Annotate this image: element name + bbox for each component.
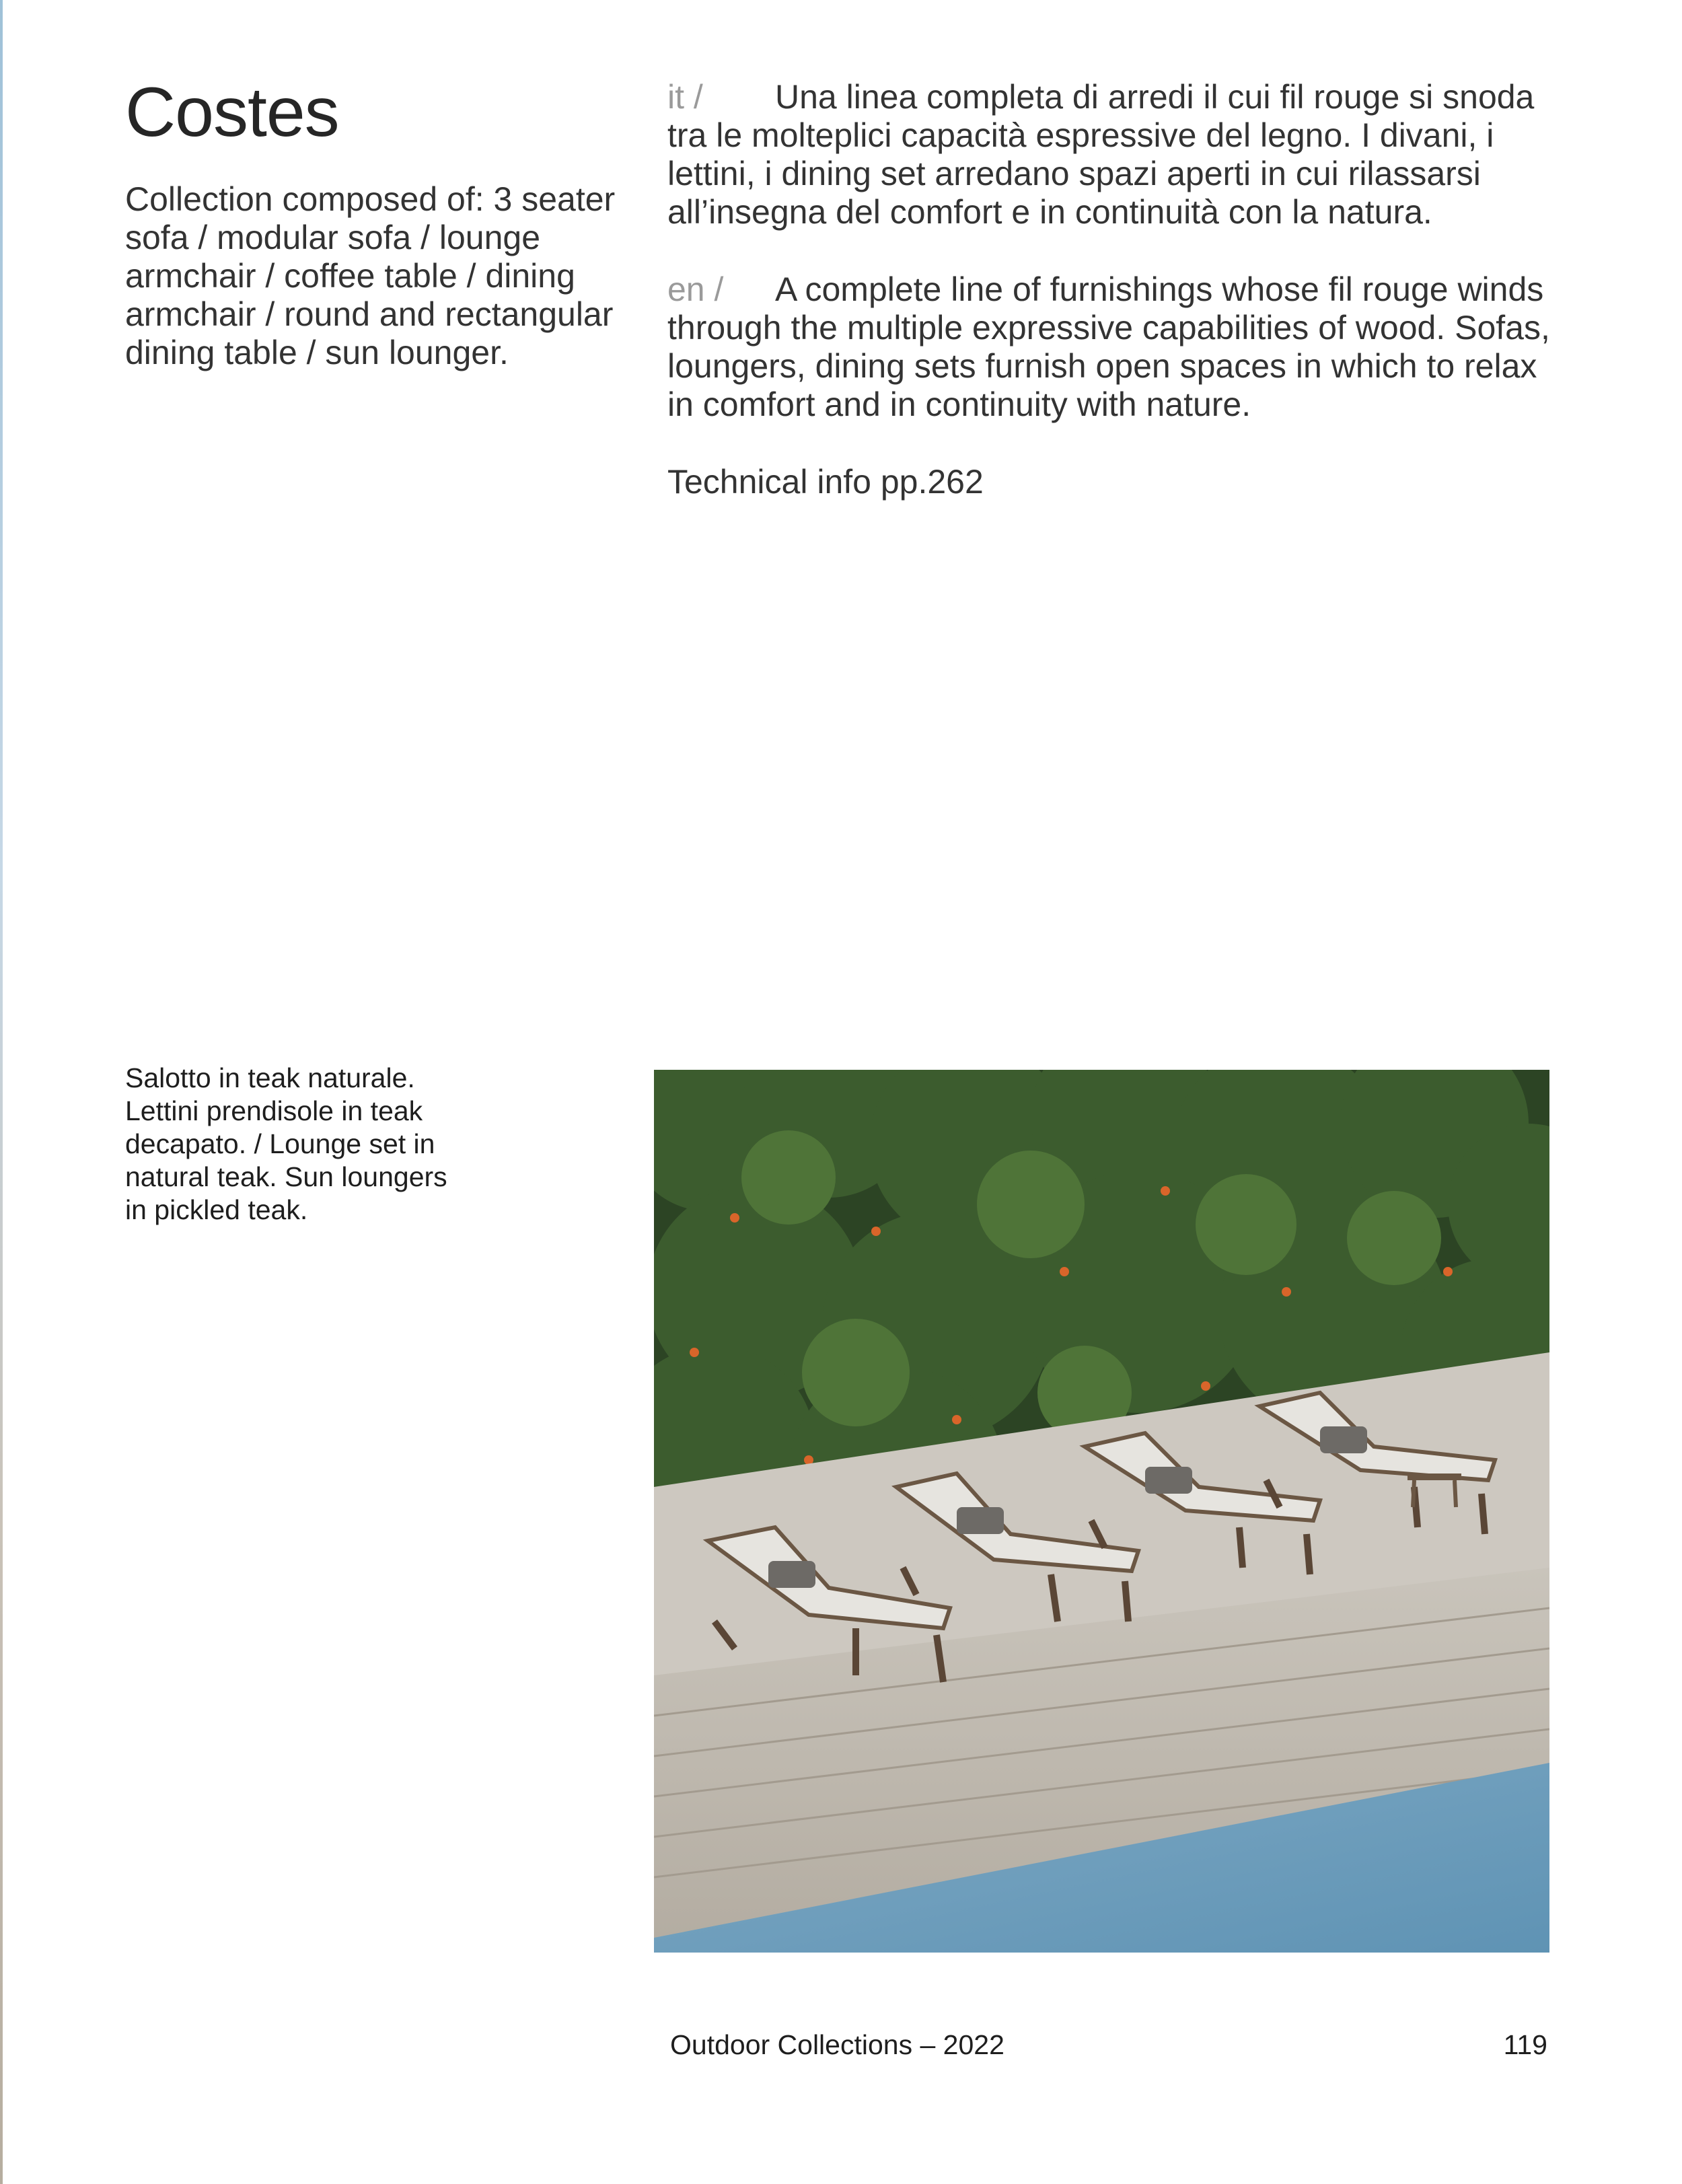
page-number: 119 [1503,2029,1547,2060]
lang-label-it: it / [667,78,703,116]
italian-paragraph [667,78,1562,231]
page-title: Costes [125,73,339,151]
sun-lounger-terrace-illustration [654,1070,1549,1953]
italian-text: Una linea completa di arredi il cui fil rouge si snoda tra le molteplici capacità espressive del legno. I divani, i lettini, i dining set arredano spazi aperti in cui rilassarsi all’insegna del comfort e in continuità con la natura. [667,78,1535,231]
page-edge [0,0,3,2184]
collection-description: Collection composed of: 3 seater sofa / modular sofa / lounge armchair / coffee table / dining armchair / round and rectangular dining table / sun lounger. [125,180,616,371]
english-text: A complete line of furnishings whose fil rouge winds through the multiple expressive capabilities of wood. Sofas, loungers, dining sets furnish open spaces in which to relax in comfort and in continuity with nature. [667,270,1550,423]
technical-info-reference: Technical info pp.262 [667,463,984,501]
footer-publication: Outdoor Collections – 2022 [670,2029,1004,2060]
photo-caption: Salotto in teak naturale. Lettini prendisole in teak decapato. / Lounge set in natural teak. Sun loungers in pickled teak. [125,1062,447,1225]
lang-label-en: en / [667,270,724,308]
english-paragraph [667,270,1562,424]
product-photo [654,1070,1549,1953]
